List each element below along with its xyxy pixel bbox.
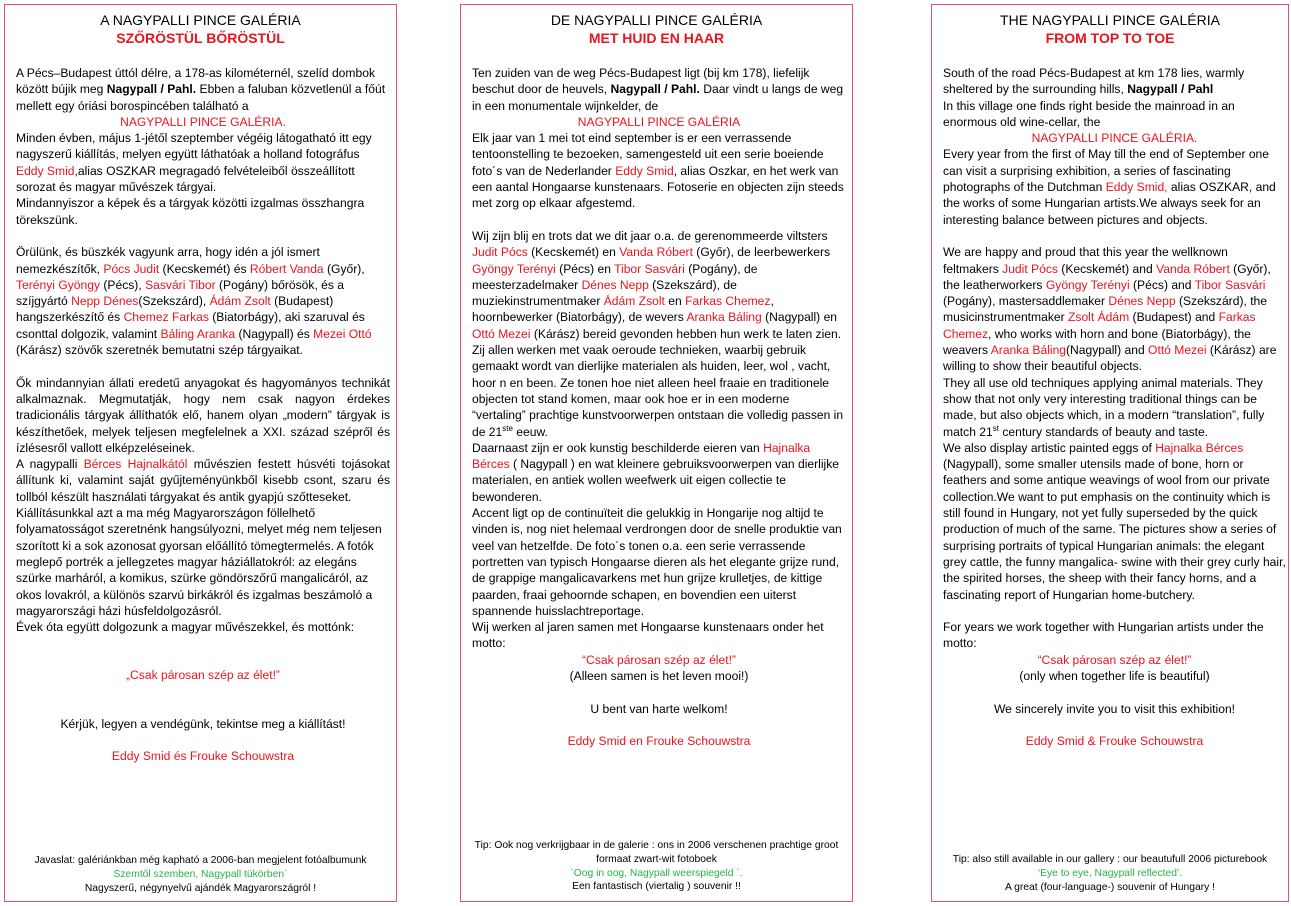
painter-name: Hajnalka Bérces (1155, 440, 1244, 455)
intro-paragraph: A Pécs–Budapest úttól délre, a 178-as kilométernél, szelíd dombok között bújik meg Nagypall / Pahl. Ebben a faluban közvetlenül a főút mellett egy óriási borospincében található a (16, 66, 386, 113)
artist-name: Zsolt Ádám (1068, 310, 1130, 325)
footer-note: Javaslat: galériánkban még kapható a 2006-ban megjelent fotóalbumunk Szemtől szemben, Nagypall tükörben` Nagyszerű, négynyelvű ajándék Magyarországról ! (9, 854, 392, 895)
panel-english (931, 4, 1289, 902)
artists-paragraph: Örülünk, és büszkék vagyunk arra, hogy idén a jól ismert nemezkészítők, Pócs Judit (Kecskemét) és Róbert Vanda (Győr), Terényi Gyöngy (Pécs), Sasvári Tibor (Pogány) bőrösök, és a szíjgyártó Nepp Dénes(Szekszárd), Ádám Zsolt (Budapest) hangszerkészítő és Chemez Farkas (Biatorbágy), aki szaruval és csonttal dolgozik, valamint Báling Aranka (Nagypall) és Mezei Ottó (Kárász) szövők szeretnék bemutatni szép tárgyaikat. (16, 245, 372, 358)
place-name: Nagypall / Pahl (1127, 82, 1214, 97)
panel-title: THE NAGYPALLI PINCE GALÉRIA (1000, 12, 1220, 28)
techniques-paragraph: They all use old techniques applying animal materials. They show that not only very interesting traditional things can be made, but also objects which, in a modern “translation”, fully match 21st century standards of beauty and taste. (943, 375, 1265, 439)
panel-title: A NAGYPALLI PINCE GALÉRIA (100, 12, 301, 28)
artist-name: Róbert Vanda (249, 261, 324, 276)
book-title: Szemtől szemben, Nagypall tükörben` (113, 868, 288, 880)
artist-name: Ádám Zsolt (209, 294, 271, 309)
artist-name: Judit Pócs (472, 245, 528, 260)
panel-body (472, 65, 846, 749)
book-title: ‘Eye to eye, Nagypall reflected’. (1037, 867, 1183, 879)
artist-name: Dénes Nepp (1108, 294, 1176, 309)
artist-name: Ottó Mezei (472, 326, 531, 341)
painter-name: Bérces Hajnalkától (83, 457, 188, 472)
exhibition-paragraph: Every year from the first of May till the end of September one can visit a surprising exhibition, a series of fascinating photographs of the Dutchman Eddy Smid, alias OSZKAR, and the works of some Hungarian artists.We always seek for an interesting balance between pictures and objects. (943, 147, 1276, 227)
artist-name: Ottó Mezei (1148, 343, 1207, 358)
artist-name: Sasvári Tibor (145, 277, 216, 292)
artist-name: Pócs Judit (103, 261, 160, 276)
invitation: U bent van harte welkom! (590, 701, 728, 716)
eggs-paragraph: Daarnaast zijn er ook kunstig beschilderde eieren van Hajnalka Bérces ( Nagypall ) en wat kleinere gebruiksvoorwerpen van dierlijke materialen, en antiek wollen weefwerk uit eigen collectie te bewonderen. (472, 440, 840, 504)
motto: „Csak párosan szép az élet!” (126, 668, 280, 683)
intro-paragraph: Ten zuiden van de weg Pécs-Budapest ligt (bij km 178), liefelijk beschut door de heuvels, Nagypall / Pahl. Daar vindt u langs de weg in een monumentale wijnkelder, de (472, 66, 844, 113)
artist-name: Mezei Ottó (313, 326, 372, 341)
artists-paragraph: We are happy and proud that this year the wellknown feltmakers Judit Pócs (Kecskemét) and Vanda Róbert (Győr), the leatherworkers Gyöngy Terényi (Pécs) and Tibor Sasvári (Pogány), mastersaddlemaker Dénes Nepp (Szekszárd), the musicinstrumentmaker Zsolt Ádám (Budapest) and Farkas Chemez, who works with horn and bone (Biatorbágy), the weavers Aranka Báling(Nagypall) and Ottó Mezei (Kárász) are willing to show their beautiful objects. (943, 245, 1277, 374)
artist-name: Gyöngy Terényi (472, 261, 556, 276)
artist-name: Aranka Báling (686, 310, 762, 325)
continuity-paragraph: Accent ligt op de continuïteit die gelukkig in Hongarije nog altijd te vinden is, nog niet helemaal verdrongen door de snelle produktie van veel van hetzelfde. De foto´s tonen o.a. een serie verrassende portretten van typisch Hongaarse dieren als het elegante grijze rund, de grappige mangalicavarkens met hun grijze krulletjes, de kittige paarden, fraai gehoornde schapen, en bovendien een uiterst spannende huisslachtreportage. (472, 506, 842, 618)
gallery-name: NAGYPALLI PINCE GALÉRIA. (1031, 131, 1198, 146)
artist-name: Vanda Róbert (619, 245, 693, 260)
artist-name: Tibor Sasvári (614, 261, 685, 276)
artists-paragraph: Wij zijn blij en trots dat we dit jaar o.a. de gerenommeerde viltsters Judit Pócs (Kecskemét) en Vanda Róbert (Győr), de leerbewerkers Gyöngy Terényi (Pécs) en Tibor Sasvári (Pogány), de meesterzadelmaker Dénes Nepp (Szekszárd), de muziekinstrumentmaker Ádám Zsolt en Farkas Chemez, hoornbewerker (Biatorbágy), de wevers Aranka Báling (Nagypall) en Ottó Mezei (Kárász) bereid gevonden hebben hun werk te laten zien. (472, 228, 842, 341)
place-name: Nagypall / Pahl. (610, 82, 700, 97)
eggs-paragraph: A nagypalli Bérces Hajnalkától művészien festett húsvéti tojásokat állítunk ki, valamint saját gyűjteményünkből kisebb csont, szaru és tollból készült használati tárgyakat és antik gyapjú szőtteseket. (16, 457, 390, 504)
artist-name: Chemez Farkas (123, 310, 209, 325)
intro-paragraph: South of the road Pécs-Budapest at km 178 lies, warmly sheltered by the surrounding hills, Nagypall / Pahl (943, 66, 1245, 97)
artist-name: Farkas Chemez (685, 294, 771, 309)
panel-hungarian (4, 4, 397, 902)
panel-subtitle: MET HUID EN HAAR (588, 30, 725, 46)
footer-note: Tip: also still available in our gallery : our beautufull 2006 picturebook ‘Eye to eye, Nagypall reflected’. A great (four-language-) souvenir of Hungary ! (936, 853, 1284, 894)
intro-paragraph-2: In this village one finds right beside the mainroad in an enormous old wine-cellar, the (943, 98, 1235, 129)
artist-name: Judit Pócs (1002, 261, 1058, 276)
signature: Eddy Smid en Frouke Schouwstra (567, 734, 751, 749)
motto: “Csak párosan szép az élet!” (1037, 652, 1192, 667)
signature: Eddy Smid & Frouke Schouwstra (1025, 734, 1204, 749)
signature: Eddy Smid és Frouke Schouwstra (111, 749, 295, 764)
exhibition-paragraph: Minden évben, május 1-jétől szeptember végéig látogatható itt egy nagyszerű kiállítás, melyen együtt láthatóak a holland fotográfus Eddy Smid,alias OSZKAR megragadó felvételeiből összeállított sorozat és magyar művészek tárgyai. (16, 131, 372, 195)
panel-subtitle: SZŐRÖSTÜL BŐRÖSTÜL (116, 30, 285, 46)
artist-name: Aranka Báling (990, 343, 1067, 358)
panel-body (943, 65, 1286, 749)
photographer-name: Eddy Smid (16, 163, 75, 178)
panel-dutch (460, 4, 853, 902)
artist-name: Vanda Róbert (1156, 261, 1230, 276)
exhibition-paragraph: Elk jaar van 1 mei tot eind september is er een verrassende tentoonstelling te bezoeken, samengesteld uit een serie boeiende foto´s van de Nederlander Eddy Smid, alias Oszkar, en het werk van een aantal Hongaarse kunstenaars. Fotoserie en objecten zijn steeds met zorg op elkaar afgestemd. (472, 131, 844, 211)
artist-name: Gyöngy Terényi (1045, 277, 1130, 292)
gallery-name: NAGYPALLI PINCE GALÉRIA. (120, 114, 286, 129)
footer-note: Tip: Ook nog verkrijgbaar in de galerie : ons in 2006 verschenen prachtige groot formaat zwart-wit fotoboek ´Oog in oog, Nagypall weerspiegeld ´. Een fantastisch (viertalig ) souvenir !! (465, 839, 848, 894)
panel-title: DE NAGYPALLI PINCE GALÉRIA (550, 12, 763, 28)
gallery-name: NAGYPALLI PINCE GALÉRIA (577, 114, 741, 129)
artist-name: Báling Aranka (160, 326, 236, 341)
photographer-name: Eddy Smid (615, 163, 674, 178)
artist-name: Ádám Zsolt (603, 294, 665, 309)
painter-name: Hajnalka Bérces (472, 440, 811, 472)
artist-name: Nepp Dénes (71, 294, 139, 309)
artist-name: Terényi Gyöngy (16, 277, 101, 292)
book-title: ´Oog in oog, Nagypall weerspiegeld ´. (570, 867, 743, 879)
artist-name: Farkas Chemez (943, 310, 1256, 341)
photographer-name: Eddy Smid, (1105, 180, 1168, 195)
techniques-paragraph: Ők mindannyian állati eredetű anyagokat és hagyományos technikát alkalmaznak. Megmutatják, hogy nem csak nagyon érdekes tradicionális tárgyak állíthatók elő, hanem olyan „modern” tárgyak is készíthetőek, melyek teljesen megfelelnek a XXI. század szépről és ízlésesről vallott elképzeléseinek. (16, 375, 390, 455)
artist-name: Dénes Nepp (581, 277, 649, 292)
panel-body (16, 65, 390, 765)
motto: “Csak párosan szép az élet!” (582, 652, 736, 667)
invitation: We sincerely invite you to visit this exhibition! (993, 701, 1236, 716)
panel-subtitle: FROM TOP TO TOE (1045, 30, 1175, 46)
motto-translation: (only when together life is beautiful) (1019, 668, 1210, 683)
motto-translation: (Alleen samen is het leven mooi!) (569, 668, 749, 683)
motto-intro: Évek óta együtt dolgozunk a magyar művészekkel, és mottónk: (16, 620, 355, 635)
eggs-paragraph: We also display artistic painted eggs of Hajnalka Bérces (Nagypall), some smaller utensils made of bone, horn or feathers and some antique weavings of wool from our private collection.We want to put emphasis on the continuity which is still found in Hungary, not yet fully superseded by the quick production of much of the same. The pictures show a series of surprising portraits of typical Hungarian animals: the elegant grey cattle, the funny mangalica- swine with their grey curly hair, the spirited horses, the sheep with their fancy horns, and a fascinating report of Hungarian home-butchery. (943, 440, 1286, 602)
techniques-paragraph: Zij allen werken met vaak oeroude technieken, waarbij gebruik gemaakt wordt van dierlijke materialen als huiden, leer, wol , vacht, hoor n en been. Ze tonen hoe niet alleen heel fraaie en traditionele objecten tot stand komen, maar ook hoe er in een moderne “vertaling” prachtige kunstvoorwerpen ontstaan die volledig passen in de 21ste eeuw. (472, 343, 844, 439)
artist-name: Tibor Sasvári (1194, 277, 1266, 292)
motto-intro: For years we work together with Hungarian artists under the motto: (943, 620, 1264, 651)
place-name: Nagypall / Pahl. (106, 82, 197, 97)
invitation: Kérjük, legyen a vendégünk, tekintse meg a kiállítást! (60, 716, 346, 731)
continuity-paragraph: Kiállításunkkal azt a ma még Magyarországon föllelhető folyamatosságot szeretnénk hangsúlyozni, melyet még nem teljesen szorított ki a sok azonosat gyorsan előállító tömegtermelés. A fotók meglepő portrék a jellegzetes magyar háziállatokról: az elegáns szürke marháról, a komikus, szürke göndörszőrű mangalicáról, az okos lovakról, a különös szarvú birkákról és izgalmas beszámoló a magyarországi házi húsfeldolgozásról. (16, 506, 382, 618)
balance-paragraph: Mindannyiszor a képek és a tárgyak közötti izgalmas összhangra törekszünk. (16, 196, 365, 227)
motto-intro: Wij werken al jaren samen met Hongaarse kunstenaars onder het motto: (472, 620, 824, 651)
